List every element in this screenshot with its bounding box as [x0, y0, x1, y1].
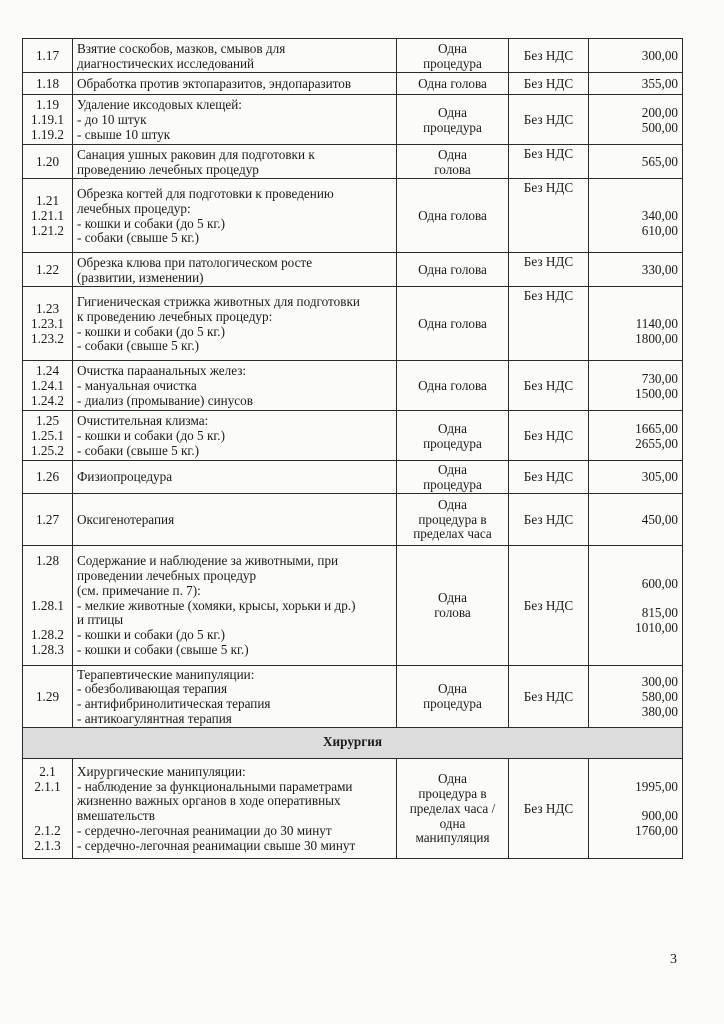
- price-line: 200,00: [641, 104, 678, 120]
- price-line: 380,00: [641, 703, 678, 719]
- service-description-line: и птицы: [77, 612, 124, 628]
- service-description-line: - собаки (свыше 5 кг.): [77, 338, 200, 354]
- unit-line: Одна: [438, 681, 467, 697]
- price-line: 2655,00: [635, 435, 678, 451]
- unit-line: Одна: [438, 146, 467, 162]
- service-description-line: Обработка против эктопаразитов, эндопаразитов: [77, 76, 352, 92]
- section-title: Хирургия: [23, 727, 683, 758]
- section-header-body: [23, 727, 683, 758]
- service-description-line: проведению лечебных процедур: [77, 161, 259, 177]
- unit-line: Одна: [438, 462, 467, 477]
- item-number-line: 1.25: [35, 413, 60, 429]
- price-line: 1800,00: [635, 330, 678, 346]
- item-number-line: 1.28.1: [31, 597, 64, 613]
- item-number-line: 1.28: [35, 553, 60, 569]
- item-number-line: 1.24.1: [31, 378, 64, 394]
- price-cell: [589, 493, 683, 545]
- item-number-cell: [23, 95, 73, 145]
- item-number-cell: [23, 145, 73, 179]
- page-number: 3: [670, 952, 677, 967]
- unit-cell: [397, 145, 509, 179]
- service-description-cell: [73, 665, 397, 727]
- price-cell: [589, 758, 683, 858]
- table-row: [23, 411, 683, 461]
- unit-line: Одна: [438, 590, 467, 606]
- service-description-line: Терапевтические манипуляции:: [77, 666, 255, 682]
- price-cell: [589, 665, 683, 727]
- service-description-cell: [73, 493, 397, 545]
- price-line: 300,00: [641, 673, 678, 689]
- item-number-cell: [23, 287, 73, 361]
- price-line: 900,00: [641, 808, 678, 824]
- table-row: [23, 665, 683, 727]
- unit-line: Одна: [438, 40, 467, 56]
- table-row: [23, 361, 683, 411]
- price-cell: [589, 95, 683, 145]
- price-line: 355,00: [641, 76, 678, 92]
- price-line: 1665,00: [635, 420, 678, 436]
- service-description-line: Гигиеническая стрижка животных для подготовки: [77, 293, 360, 309]
- unit-line: процедура: [423, 476, 482, 492]
- price-line: 500,00: [641, 119, 678, 135]
- table-row: [23, 758, 683, 858]
- price-line: 340,00: [641, 208, 678, 224]
- service-description-line: - кошки и собаки (до 5 кг.): [77, 215, 225, 231]
- service-description-line: - кошки и собаки (до 5 кг.): [77, 428, 225, 444]
- item-number-line: 1.25.2: [31, 442, 64, 458]
- vat-cell: Без НДС: [509, 179, 589, 253]
- item-number-line: 1.23.2: [31, 330, 64, 346]
- item-number-line: 1.19.1: [31, 112, 64, 128]
- item-number-line: 1.25.1: [31, 428, 64, 444]
- unit-line: Одна: [438, 104, 467, 120]
- table-row: [23, 461, 683, 494]
- vat-cell: Без НДС: [509, 39, 589, 73]
- unit-line: Одна голова: [418, 208, 487, 224]
- table-row: [23, 545, 683, 665]
- item-number-line: 1.27: [35, 511, 60, 527]
- service-description-line: Обрезка клюва при патологическом росте: [77, 254, 313, 270]
- vat-cell: Без НДС: [509, 361, 589, 411]
- section-header-row: [23, 727, 683, 758]
- item-number-line: 1.19.2: [31, 126, 64, 142]
- price-cell: [589, 287, 683, 361]
- service-description-line: - диализ (промывание) синусов: [77, 392, 253, 408]
- service-description-line: - сердечно-легочная реанимации до 30 минут: [77, 823, 332, 839]
- unit-line: процедура: [423, 435, 482, 451]
- price-cell: [589, 179, 683, 253]
- service-description-cell: [73, 411, 397, 461]
- service-description-line: - кошки и собаки (до 5 кг.): [77, 323, 225, 339]
- unit-line: Одна: [438, 496, 467, 512]
- unit-cell: [397, 361, 509, 411]
- service-description-line: Очистка параанальных желез:: [77, 363, 247, 379]
- unit-cell: [397, 253, 509, 287]
- unit-line: пределах часа /: [409, 800, 496, 816]
- price-cell: [589, 145, 683, 179]
- item-number-line: 1.23: [35, 301, 60, 317]
- item-number-line: 1.28.2: [31, 627, 64, 643]
- service-description-line: - кошки и собаки (свыше 5 кг.): [77, 642, 249, 658]
- price-line: 580,00: [641, 688, 678, 704]
- item-number-cell: [23, 758, 73, 858]
- service-description-line: к проведению лечебных процедур:: [77, 308, 273, 324]
- vat-cell: Без НДС: [509, 73, 589, 95]
- vat-cell: Без НДС: [509, 95, 589, 145]
- service-description-line: Хирургические манипуляции:: [77, 763, 246, 779]
- item-number-line: 2.1.1: [34, 778, 61, 794]
- service-description-line: - мануальная очистка: [77, 378, 197, 394]
- price-line: [593, 794, 678, 809]
- item-number-cell: [23, 411, 73, 461]
- vat-cell: Без НДС: [509, 253, 589, 287]
- unit-line: пределах часа: [413, 526, 492, 542]
- price-line: 300,00: [641, 48, 678, 64]
- unit-line: Одна голова: [418, 262, 487, 278]
- service-description-line: (развитии, изменении): [77, 269, 204, 285]
- service-description-line: - наблюдение за функциональными параметрами: [77, 778, 353, 794]
- service-description-line: - обезболивающая терапия: [77, 681, 228, 697]
- item-number-line: 2.1: [39, 763, 56, 779]
- service-description-line: диагностических исследований: [77, 55, 255, 71]
- unit-cell: [397, 545, 509, 665]
- service-description-line: проведении лечебных процедур: [77, 568, 257, 584]
- table-row: [23, 73, 683, 95]
- service-description-cell: [73, 361, 397, 411]
- unit-line: процедура в: [418, 786, 487, 802]
- vat-cell: Без НДС: [509, 758, 589, 858]
- unit-line: процедура: [423, 55, 482, 71]
- service-description-line: - собаки (свыше 5 кг.): [77, 442, 200, 458]
- item-number-line: [27, 613, 68, 628]
- service-description-line: - до 10 штук: [77, 112, 147, 128]
- unit-line: голова: [434, 605, 471, 621]
- item-number-cell: [23, 39, 73, 73]
- price-cell: [589, 39, 683, 73]
- price-line: 1760,00: [635, 823, 678, 839]
- service-description-cell: [73, 179, 397, 253]
- item-number-line: 1.28.3: [31, 642, 64, 658]
- table-row: [23, 287, 683, 361]
- item-number-line: [27, 584, 68, 599]
- price-line: 450,00: [641, 511, 678, 527]
- item-number-line: 1.21: [35, 193, 60, 209]
- service-description-line: (см. примечание п. 7):: [77, 582, 201, 598]
- item-number-line: [27, 569, 68, 584]
- price-spacer: [593, 302, 678, 317]
- price-table-body: [23, 39, 683, 728]
- unit-cell: [397, 73, 509, 95]
- price-line: 1010,00: [635, 619, 678, 635]
- item-number-line: 2.1.3: [34, 837, 61, 853]
- item-number-line: 1.21.1: [31, 208, 64, 224]
- item-number-line: 1.26: [35, 469, 60, 485]
- service-description-line: Физиопроцедура: [77, 469, 173, 485]
- table-row: [23, 253, 683, 287]
- service-description-line: лечебных процедур:: [77, 200, 191, 216]
- service-description-line: Очистительная клизма:: [77, 413, 209, 429]
- unit-cell: [397, 493, 509, 545]
- unit-line: манипуляция: [415, 830, 490, 846]
- vat-cell: Без НДС: [509, 145, 589, 179]
- unit-cell: [397, 665, 509, 727]
- service-description-line: - сердечно-легочная реанимации свыше 30 минут: [77, 837, 356, 853]
- unit-cell: [397, 758, 509, 858]
- table-row: [23, 95, 683, 145]
- item-number-line: 1.21.2: [31, 222, 64, 238]
- service-description-cell: [73, 461, 397, 494]
- unit-cell: [397, 461, 509, 494]
- unit-line: голова: [434, 161, 471, 177]
- price-cell: [589, 411, 683, 461]
- service-description-cell: [73, 95, 397, 145]
- unit-line: процедура: [423, 119, 482, 135]
- service-description-line: Обрезка когтей для подготовки к проведению: [77, 185, 334, 201]
- item-number-line: 1.24: [35, 363, 60, 379]
- service-description-line: жизненно важных органов в ходе оперативных: [77, 793, 341, 809]
- service-description-line: Санация ушных раковин для подготовки к: [77, 146, 315, 162]
- price-cell: [589, 361, 683, 411]
- item-number-line: 1.19: [35, 97, 60, 113]
- service-description-line: - кошки и собаки (до 5 кг.): [77, 627, 225, 643]
- service-description-line: вмешательств: [77, 808, 155, 824]
- item-number-line: 1.23.1: [31, 316, 64, 332]
- service-description-line: Взятие соскобов, мазков, смывов для: [77, 40, 286, 56]
- item-number-cell: [23, 461, 73, 494]
- service-description-line: Содержание и наблюдение за животными, при: [77, 553, 339, 569]
- service-description-cell: [73, 758, 397, 858]
- surgery-table-body: [23, 758, 683, 858]
- price-table: [22, 38, 683, 859]
- price-line: [593, 591, 678, 606]
- service-description-cell: [73, 145, 397, 179]
- service-description-cell: [73, 545, 397, 665]
- price-line: 565,00: [641, 154, 678, 170]
- price-line: 330,00: [641, 262, 678, 278]
- price-line: 305,00: [641, 469, 678, 485]
- unit-cell: [397, 179, 509, 253]
- unit-line: Одна голова: [418, 76, 487, 92]
- price-spacer: [593, 194, 678, 209]
- vat-cell: Без НДС: [509, 411, 589, 461]
- service-description-line: - свыше 10 штук: [77, 126, 171, 142]
- price-line: 610,00: [641, 222, 678, 238]
- price-line: 730,00: [641, 370, 678, 386]
- price-line: 1500,00: [635, 385, 678, 401]
- price-line: 600,00: [641, 575, 678, 591]
- item-number-cell: [23, 179, 73, 253]
- item-number-cell: [23, 361, 73, 411]
- service-description-cell: [73, 253, 397, 287]
- price-cell: [589, 253, 683, 287]
- item-number-line: 1.20: [35, 154, 60, 170]
- table-row: [23, 179, 683, 253]
- item-number-line: 1.29: [35, 688, 60, 704]
- price-cell: [589, 545, 683, 665]
- unit-line: процедура в: [418, 511, 487, 527]
- price-cell: [589, 461, 683, 494]
- service-description-line: - собаки (свыше 5 кг.): [77, 230, 200, 246]
- vat-cell: Без НДС: [509, 493, 589, 545]
- unit-line: Одна голова: [418, 316, 487, 332]
- service-description-line: - антикоагулянтная терапия: [77, 710, 232, 726]
- unit-line: Одна: [438, 420, 467, 436]
- service-description-line: Оксигенотерапия: [77, 511, 175, 527]
- item-number-cell: [23, 73, 73, 95]
- vat-cell: Без НДС: [509, 545, 589, 665]
- item-number-cell: [23, 493, 73, 545]
- unit-cell: [397, 39, 509, 73]
- item-number-line: 1.18: [35, 76, 60, 92]
- price-line: 1140,00: [635, 316, 678, 332]
- vat-cell: Без НДС: [509, 461, 589, 494]
- service-description-cell: [73, 73, 397, 95]
- service-description-cell: [73, 39, 397, 73]
- service-description-cell: [73, 287, 397, 361]
- service-description-line: - мелкие животные (хомяки, крысы, хорьки и др.): [77, 597, 356, 613]
- item-number-line: [27, 794, 68, 809]
- item-number-cell: [23, 253, 73, 287]
- service-description-line: - антифибринолитическая терапия: [77, 696, 271, 712]
- item-number-line: 1.17: [35, 48, 60, 64]
- item-number-line: [27, 809, 68, 824]
- unit-line: процедура: [423, 696, 482, 712]
- table-row: [23, 493, 683, 545]
- unit-line: одна: [439, 815, 466, 831]
- service-description-line: Удаление иксодовых клещей:: [77, 97, 242, 113]
- unit-cell: [397, 95, 509, 145]
- price-line: 815,00: [641, 605, 678, 621]
- unit-line: Одна: [438, 771, 467, 787]
- table-row: [23, 145, 683, 179]
- item-number-line: 1.22: [35, 262, 60, 278]
- price-line: 1995,00: [635, 778, 678, 794]
- item-number-cell: [23, 665, 73, 727]
- unit-cell: [397, 287, 509, 361]
- unit-line: Одна голова: [418, 378, 487, 394]
- table-row: [23, 39, 683, 73]
- item-number-cell: [23, 545, 73, 665]
- unit-cell: [397, 411, 509, 461]
- vat-cell: Без НДС: [509, 665, 589, 727]
- vat-cell: Без НДС: [509, 287, 589, 361]
- price-cell: [589, 73, 683, 95]
- item-number-line: 1.24.2: [31, 392, 64, 408]
- item-number-line: 2.1.2: [34, 823, 61, 839]
